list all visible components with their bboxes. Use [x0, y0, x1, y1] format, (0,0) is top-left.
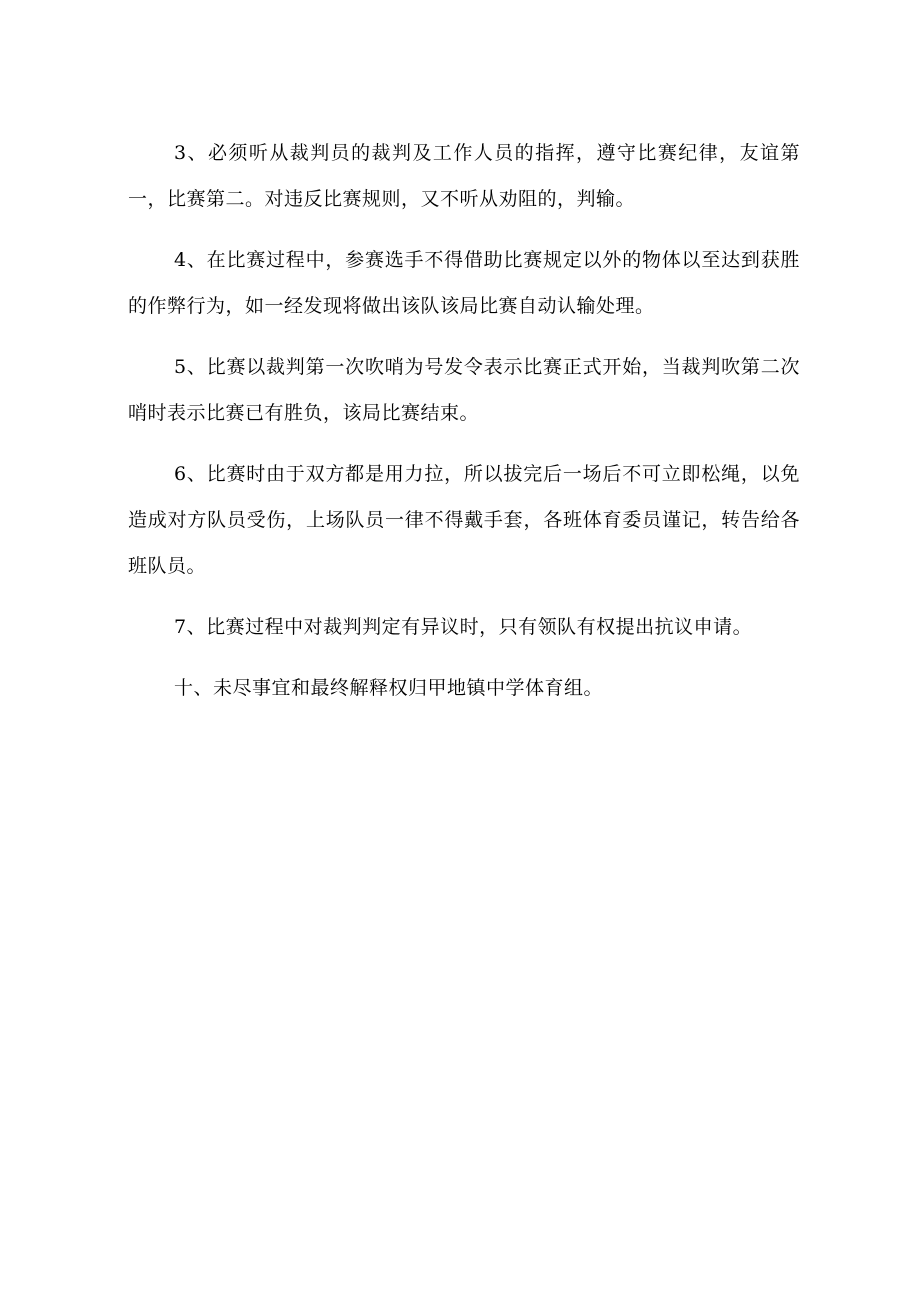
rule-paragraph-5: 5、比赛以裁判第一次吹哨为号发令表示比赛正式开始，当裁判吹第二次哨时表示比赛已有胜负，该局比赛结束。 — [128, 356, 800, 424]
rule-paragraph-6: 6、比赛时由于双方都是用力拉，所以拔完后一场后不可立即松绳，以免造成对方队员受伤，上场队员一律不得戴手套，各班体育委员谨记，转告给各班队员。 — [128, 463, 800, 577]
section-ten-paragraph: 十、未尽事宜和最终解释权归甲地镇中学体育组。 — [174, 677, 604, 699]
rule-paragraph-7: 7、比赛过程中对裁判判定有异议时，只有领队有权提出抗议申请。 — [174, 616, 753, 638]
rule-paragraph-4: 4、在比赛过程中，参赛选手不得借助比赛规定以外的物体以至达到获胜的作弊行为，如一经发现将做出该队该局比赛自动认输处理。 — [128, 249, 800, 317]
rule-paragraph-3: 3、必须听从裁判员的裁判及工作人员的指挥，遵守比赛纪律，友谊第一，比赛第二。对违反比赛规则，又不听从劝阻的，判输。 — [128, 142, 800, 210]
document-body — [128, 130, 800, 726]
